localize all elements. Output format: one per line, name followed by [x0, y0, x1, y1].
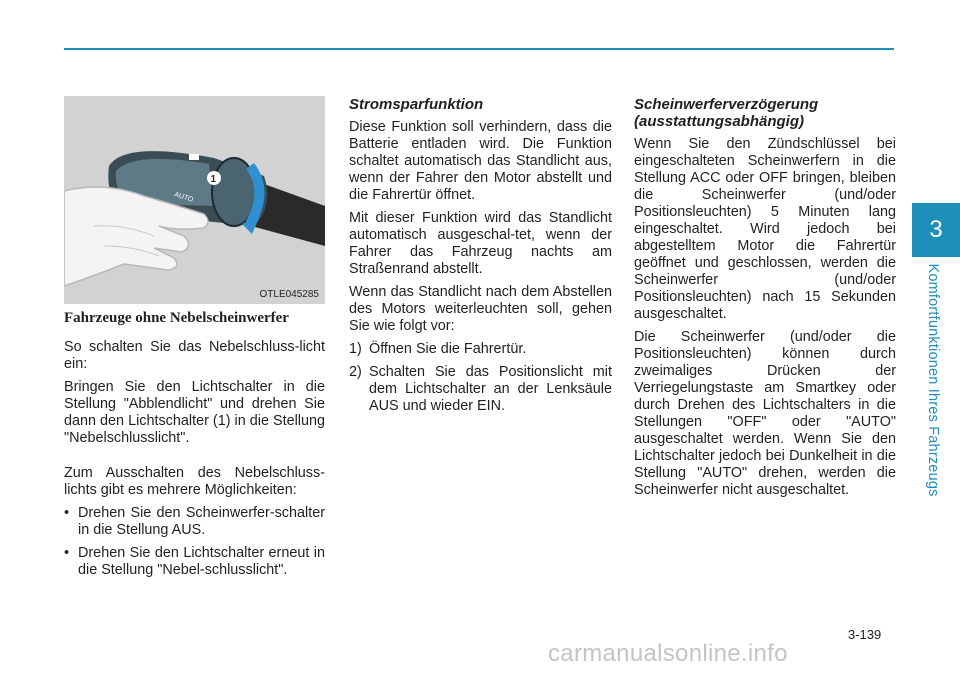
watermark: carmanualsonline.info — [548, 640, 788, 667]
headlamp-delay-p2: Die Scheinwerfer (und/oder die Positionsleuchten) können durch zweimaliges Drücken der Verriegelungstaste am Smartkey oder durch Drehen des Lichtschalters in die Stellungen "OFF" oder "AUTO" ausgeschaltet werden. Wenn Sie den Lichtschalter jedoch bei Dunkelheit in die Stellung "AUTO" drehen, werden die Scheinwerfer nicht ausgeschaltet. — [634, 329, 896, 498]
header-rule — [64, 48, 894, 50]
power-save-steps — [349, 341, 612, 415]
fog-intro: So schalten Sie das Nebelschluss-licht ein: — [64, 339, 325, 372]
power-save-p1: Diese Funktion soll verhindern, dass die Batterie entladen wird. Die Funktion schaltet automatisch das Standlicht aus, wenn der Fahrer den Motor abstellt und die Fahrertür öffnet. — [349, 119, 612, 203]
fog-off-intro: Zum Ausschalten des Nebelschluss-lichts gibt es mehrere Möglichkeiten: — [64, 465, 325, 498]
power-save-heading: Stromsparfunktion — [349, 96, 484, 113]
column-middle — [349, 96, 612, 421]
list-item: • Drehen Sie den Scheinwerfer-schalter in die Stellung AUS. — [64, 505, 325, 538]
chapter-title: Komfortfunktionen Ihres Fahrzeugs — [925, 263, 941, 497]
chapter-tab[interactable] — [912, 203, 960, 257]
column-left — [64, 310, 325, 585]
list-item: • Drehen Sie den Lichtschalter erneut in die Stellung "Nebel-schlusslicht". — [64, 545, 325, 578]
chapter-number: 3 — [929, 216, 943, 243]
list-item: 1) Öffnen Sie die Fahrertür. — [349, 341, 527, 357]
list-item: 2) Schalten Sie das Positionslicht mit dem Lichtschalter an der Lenksäule AUS und wieder EIN. — [349, 364, 612, 414]
fog-off-list — [64, 505, 325, 579]
fog-heading: Fahrzeuge ohne Nebelscheinwerfer — [64, 310, 289, 326]
page-number: 3-139 — [848, 627, 882, 642]
light-switch-illustration — [64, 96, 325, 304]
column-right — [634, 96, 896, 505]
chapter-side-title — [893, 265, 960, 495]
headlamp-delay-p1: Wenn Sie den Zündschlüssel bei eingeschalteten Scheinwerfern in die Stellung ACC oder OFF bringen, bleiben die Scheinwerfer (und/oder Positionsleuchten) 5 Minuten lang eingeschaltet. Wird jedoch bei abgestelltem Motor die Fahrertür geöffnet und geschlossen, werden die Scheinwerfer (und/oder Positionsleuchten) nach 15 Sekunden ausgeschaltet. — [634, 136, 896, 322]
fog-instruction: Bringen Sie den Lichtschalter in die Stellung "Abblendlicht" und drehen Sie dann den Lichtschalter (1) in die Stellung "Nebelschlusslicht". — [64, 379, 325, 446]
callout-number: 1 — [210, 174, 217, 185]
headlamp-delay-heading: Scheinwerferverzögerung (ausstattungsabhängig) — [634, 96, 819, 130]
power-save-p2: Mit dieser Funktion wird das Standlicht automatisch ausgeschal-tet, wenn der Fahrer das Fahrzeug nachts am Straßenrand abstellt. — [349, 210, 612, 277]
figure-code: OTLE045285 — [259, 289, 319, 300]
auto-label: AUTO — [173, 191, 194, 204]
power-save-p3: Wenn das Standlicht nach dem Abstellen des Motors weiterleuchten soll, gehen Sie wie folgt vor: — [349, 284, 612, 334]
light-switch-figure — [64, 96, 325, 304]
